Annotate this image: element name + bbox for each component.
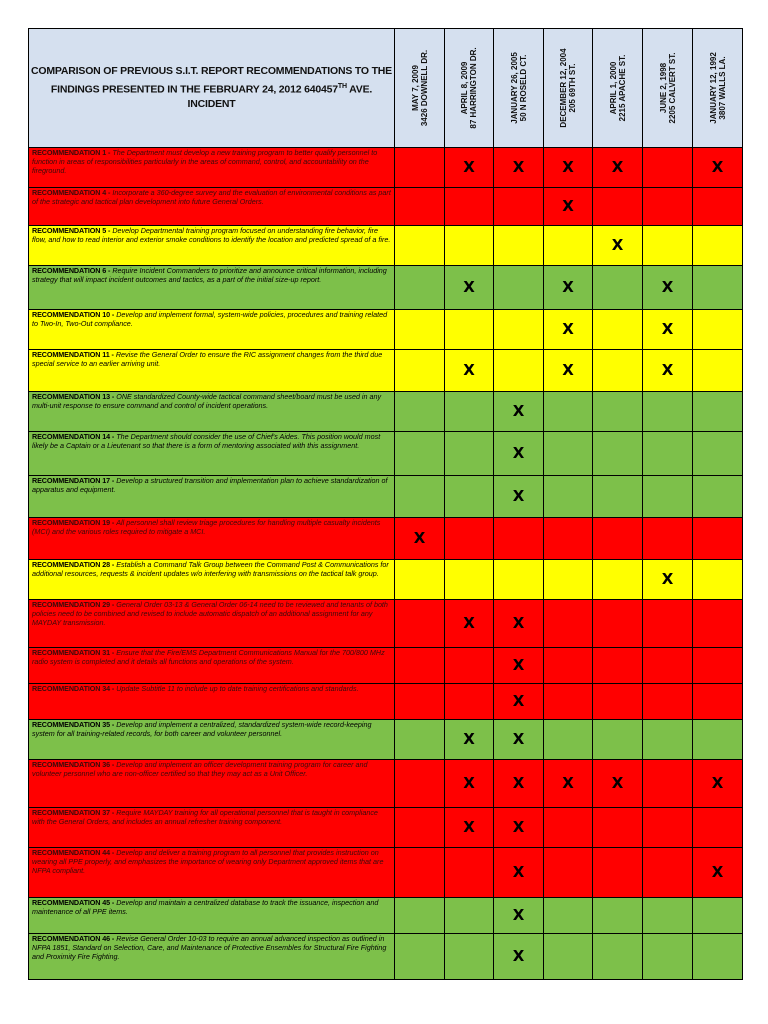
incident-cell-2 [445,148,494,188]
incident-cell-2 [445,266,494,310]
recommendation-number: RECOMMENDATION 5 - [32,226,111,235]
incident-cell-7 [693,808,743,848]
incident-cell-3 [494,760,544,808]
incident-cell-7 [693,226,743,266]
incident-cell-1 [395,518,445,560]
recommendation-number: RECOMMENDATION 14 - [32,432,115,441]
table-row [29,476,743,518]
incident-cell-1 [395,310,445,350]
title-line-2 [29,79,394,113]
x-mark: X [661,361,674,379]
incident-cell-5 [593,760,643,808]
incident-cell-2 [445,848,494,898]
incident-cell-2 [445,600,494,648]
incident-cell-2 [445,188,494,226]
incident-cell-3 [494,188,544,226]
incident-label [609,55,627,122]
incident-cell-2 [445,808,494,848]
incident-cell-2 [445,934,494,980]
incident-cell-7 [693,266,743,310]
incident-cell-3 [494,648,544,684]
recommendation-cell [29,148,395,188]
incident-cell-5 [593,600,643,648]
recommendation-text: The Department must develop a new training program to better qualify personnel to function in areas of responsibilities particularly in the areas of command, control, and accountability on the fireground. [32,148,378,175]
x-mark: X [512,656,525,674]
recommendation-cell [29,392,395,432]
incident-cell-7 [693,148,743,188]
incident-cell-1 [395,476,445,518]
x-mark: X [711,863,724,881]
x-mark: X [512,730,525,748]
incident-cell-4 [544,188,593,226]
x-mark: X [512,158,525,176]
recommendation-cell [29,432,395,476]
incident-cell-1 [395,848,445,898]
recommendation-number: RECOMMENDATION 29 - [32,600,115,609]
incident-address: 87 HARRINGTON DR. [469,47,478,129]
recommendation-text: Develop and implement a centralized, standardized system-wide record-keeping system for all training-related records, for both career and volunteer personnel. [32,720,372,738]
incident-label [460,47,478,128]
incident-cell-7 [693,518,743,560]
table-row [29,808,743,848]
incident-cell-7 [693,720,743,760]
incident-cell-1 [395,226,445,266]
incident-cell-1 [395,560,445,600]
table-row [29,432,743,476]
incident-cell-5 [593,350,643,392]
incident-cell-5 [593,310,643,350]
x-mark: X [463,774,475,792]
recommendation-cell [29,188,395,226]
incident-cell-6 [643,848,693,898]
x-mark: X [463,278,475,296]
table-row [29,898,743,934]
incident-cell-2 [445,720,494,760]
incident-cell-4 [544,898,593,934]
incident-cell-6 [643,684,693,720]
recommendation-number: RECOMMENDATION 44 - [32,848,115,857]
incident-cell-4 [544,600,593,648]
incident-cell-7 [693,600,743,648]
table-row [29,760,743,808]
x-mark: X [711,158,724,176]
incident-cell-4 [544,648,593,684]
incident-cell-4 [544,476,593,518]
x-mark: X [512,906,525,924]
x-mark: X [611,236,624,254]
incident-cell-1 [395,760,445,808]
incident-date: JANUARY 12, 1992 [708,52,718,124]
incident-cell-3 [494,518,544,560]
incident-cell-2 [445,226,494,266]
incident-cell-1 [395,392,445,432]
x-mark: X [512,947,525,965]
incident-cell-4 [544,760,593,808]
table-row [29,648,743,684]
table-row [29,188,743,226]
incident-cell-4 [544,720,593,760]
incident-header-2 [445,29,494,148]
incident-cell-5 [593,560,643,600]
incident-cell-2 [445,760,494,808]
recommendation-cell [29,760,395,808]
incident-cell-3 [494,600,544,648]
x-mark: X [413,529,426,547]
recommendation-text: Develop and maintain a centralized database to track the issuance, inspection and maintenance of all PPE items. [32,898,379,916]
incident-cell-7 [693,934,743,980]
table-row [29,518,743,560]
incident-cell-7 [693,648,743,684]
table-row [29,266,743,310]
x-mark: X [463,361,475,379]
incident-address: 3426 DOWNELL DR. [419,49,429,127]
x-mark: X [512,487,525,505]
recommendation-text: The Department should consider the use of Chief's Aides. This position would most likely be a Captain or a Lieutenant so that there is a form of mentoring associated with this assignment. [32,432,381,450]
recommendation-number: RECOMMENDATION 31 - [32,648,115,657]
incident-cell-6 [643,648,693,684]
incident-cell-5 [593,898,643,934]
recommendation-text: Develop and deliver a training program to all personnel that provides instruction on wearing all PPE properly, and emphasizes the importance of wearing only Department approved items that are NFPA compliant. [32,848,384,875]
incident-cell-3 [494,560,544,600]
incident-cell-5 [593,518,643,560]
incident-date: MAY 7, 2009 [410,65,420,111]
incident-header-1 [395,29,445,148]
incident-label [709,52,727,124]
x-mark: X [562,774,574,792]
recommendation-text: Revise General Order 10-03 to require an annual advanced inspection as outlined in NFPA 1851, Standard on Selection, Care, and Maintenance of Protective Ensembles for Structural Fire Fighting and Proximity Fire Fighting. [32,934,387,961]
title-line-2-pre: FINDINGS PRESENTED IN THE FEBRUARY 24, 2012 640457 [50,83,338,96]
x-mark: X [463,614,475,632]
table-title [29,29,395,148]
recommendation-cell [29,648,395,684]
incident-cell-3 [494,266,544,310]
incident-cell-3 [494,226,544,266]
recommendation-number: RECOMMENDATION 28 - [32,560,115,569]
incident-cell-7 [693,560,743,600]
incident-cell-3 [494,848,544,898]
incident-header-7 [693,29,743,148]
recommendation-cell [29,934,395,980]
table-row [29,350,743,392]
incident-cell-5 [593,266,643,310]
incident-cell-5 [593,226,643,266]
recommendation-number: RECOMMENDATION 10 - [32,310,115,319]
recommendation-text: Incorporate a 360-degree survey and the evaluation of environmental conditions as part of the strategic and tactical plan development into future General Orders. [32,188,391,206]
incident-cell-3 [494,898,544,934]
incident-cell-5 [593,848,643,898]
table-row [29,720,743,760]
x-mark: X [463,818,475,836]
recommendation-cell [29,518,395,560]
incident-cell-7 [693,392,743,432]
incident-date: APRIL 1, 2000 [608,61,618,115]
incident-address: 3807 WALLS LA. [717,56,727,120]
table-row [29,684,743,720]
incident-cell-6 [643,720,693,760]
table-row [29,934,743,980]
incident-cell-1 [395,600,445,648]
incident-cell-4 [544,848,593,898]
x-mark: X [512,863,525,881]
incident-cell-2 [445,518,494,560]
recommendation-text: ONE standardized County-wide tactical command sheet/board must be used in any multi-unit response to ensure command and control of incident operations. [32,392,382,410]
incident-cell-4 [544,934,593,980]
title-line-1: COMPARISON OF PREVIOUS S.I.T. REPORT RECOMMENDATIONS TO THE [31,64,392,77]
incident-cell-4 [544,266,593,310]
incident-cell-3 [494,808,544,848]
incident-cell-2 [445,310,494,350]
incident-cell-5 [593,188,643,226]
incident-cell-2 [445,898,494,934]
x-mark: X [611,774,624,792]
incident-cell-7 [693,684,743,720]
incident-cell-2 [445,432,494,476]
incident-cell-3 [494,392,544,432]
incident-cell-5 [593,392,643,432]
incident-cell-5 [593,934,643,980]
incident-cell-4 [544,518,593,560]
x-mark: X [562,361,574,379]
incident-cell-3 [494,148,544,188]
incident-cell-6 [643,266,693,310]
incident-cell-1 [395,432,445,476]
incident-cell-7 [693,432,743,476]
recommendation-cell [29,310,395,350]
incident-date: DECEMBER 12, 2004 [559,48,568,128]
recommendation-cell [29,476,395,518]
x-mark: X [711,774,724,792]
incident-cell-6 [643,600,693,648]
incident-cell-4 [544,310,593,350]
recommendation-cell [29,266,395,310]
incident-cell-5 [593,720,643,760]
x-mark: X [512,402,525,420]
incident-cell-5 [593,648,643,684]
incident-cell-3 [494,350,544,392]
incident-cell-6 [643,560,693,600]
incident-cell-7 [693,760,743,808]
recommendation-text: General Order 03-13 & General Order 06-14 need to be reviewed and tenants of both policies need to be combined and revised to include automatic dispatch of an additional assignment for any MAYDAY transmission. [32,600,388,627]
recommendation-number: RECOMMENDATION 4 - [32,188,111,197]
incident-cell-3 [494,720,544,760]
incident-cell-3 [494,432,544,476]
title-line-2-post: AVE. INCIDENT [187,83,373,111]
incident-cell-1 [395,266,445,310]
incident-cell-6 [643,432,693,476]
incident-cell-4 [544,148,593,188]
x-mark: X [562,158,574,176]
incident-date: APRIL 8, 2009 [460,61,469,115]
incident-header-3 [494,29,544,148]
incident-cell-1 [395,148,445,188]
incident-cell-6 [643,518,693,560]
incident-cell-6 [643,226,693,266]
incident-cell-6 [643,476,693,518]
x-mark: X [611,158,624,176]
incident-cell-2 [445,648,494,684]
incident-address: 205 69TH ST. [568,63,577,113]
recommendation-text: Require MAYDAY training for all operational personnel that is taught in compliance with the General Orders, and includes an annual refresher training component. [32,808,378,826]
incident-address: 2205 CALVERT ST. [667,52,677,124]
incident-cell-3 [494,934,544,980]
incident-cell-2 [445,350,494,392]
incident-cell-4 [544,684,593,720]
incident-cell-5 [593,432,643,476]
incident-cell-5 [593,808,643,848]
recommendation-number: RECOMMENDATION 11 - [32,350,114,359]
incident-cell-6 [643,898,693,934]
incident-header-5 [593,29,643,148]
incident-cell-2 [445,560,494,600]
incident-cell-6 [643,350,693,392]
incident-cell-5 [593,684,643,720]
incident-cell-1 [395,684,445,720]
recommendation-number: RECOMMENDATION 46 - [32,934,115,943]
recommendation-cell [29,720,395,760]
header-row [29,29,743,148]
recommendation-cell [29,898,395,934]
incident-date: JANUARY 26, 2005 [509,52,519,124]
x-mark: X [661,278,674,296]
incident-address: 2215 APACHE ST. [617,54,627,122]
recommendation-cell [29,848,395,898]
recommendation-number: RECOMMENDATION 17 - [32,476,115,485]
x-mark: X [562,197,574,215]
recommendation-number: RECOMMENDATION 13 - [32,392,115,401]
recommendation-text: Revise the General Order to ensure the RIC assignment changes from the third due special service to an earlier arriving unit. [32,350,383,368]
recommendation-number: RECOMMENDATION 19 - [32,518,115,527]
table-row [29,148,743,188]
recommendation-cell [29,226,395,266]
recommendation-text: Ensure that the Fire/EMS Department Communications Manual for the 700/800 MHz radio system is completed and it details all functions and operations of the system. [32,648,385,666]
incident-cell-3 [494,476,544,518]
incident-cell-6 [643,808,693,848]
incident-cell-4 [544,226,593,266]
incident-cell-7 [693,476,743,518]
incident-cell-2 [445,476,494,518]
recommendation-number: RECOMMENDATION 34 - [32,684,115,693]
incident-cell-6 [643,188,693,226]
recommendation-text: Develop a structured transition and implementation plan to achieve standardization of apparatus and equipment. [32,476,388,494]
incident-cell-3 [494,684,544,720]
incident-cell-6 [643,392,693,432]
recommendation-rows [29,148,743,980]
incident-cell-7 [693,310,743,350]
incident-cell-4 [544,808,593,848]
recommendation-cell [29,684,395,720]
incident-cell-7 [693,848,743,898]
x-mark: X [512,444,525,462]
incident-date: JUNE 2, 1998 [658,62,668,114]
recommendation-number: RECOMMENDATION 45 - [32,898,115,907]
x-mark: X [512,614,525,632]
recommendation-text: All personnel shall review triage procedures for handling multiple casualty incidents (MCI) and the various roles required to mitigate a MCI. [32,518,381,536]
recommendation-text: Update Subtitle 11 to include up to date training certifications and standards. [116,684,359,693]
recommendation-text: Develop and implement an officer development training program for career and volunteer personnel who are non-officer certified so that they may act as a Unit Officer. [32,760,368,778]
recommendation-number: RECOMMENDATION 1 - [32,148,111,157]
incident-cell-7 [693,350,743,392]
recommendation-text: Develop Departmental training program focused on understanding fire behavior, fire flow, and how to read interior and exterior smoke conditions to identify the location and predicted spread of a fire. [32,226,391,244]
x-mark: X [512,774,525,792]
table-row [29,392,743,432]
incident-cell-2 [445,684,494,720]
x-mark: X [661,570,674,588]
incident-cell-4 [544,432,593,476]
incident-cell-4 [544,350,593,392]
incident-cell-1 [395,648,445,684]
incident-cell-1 [395,808,445,848]
title-sup: TH [337,82,347,90]
recommendation-text: Require Incident Commanders to prioritize and announce critical information, including strategy that will impact incident outcomes and tactics, as a part of the initial size-up report. [32,266,387,284]
incident-cell-1 [395,350,445,392]
incident-cell-4 [544,560,593,600]
x-mark: X [463,158,475,176]
recommendation-cell [29,350,395,392]
incident-label [411,50,429,126]
incident-header-4 [544,29,593,148]
incident-cell-4 [544,392,593,432]
x-mark: X [512,692,525,710]
recommendation-number: RECOMMENDATION 36 - [32,760,115,769]
recommendation-number: RECOMMENDATION 37 - [32,808,115,817]
recommendation-cell [29,600,395,648]
table-row [29,226,743,266]
incident-cell-1 [395,934,445,980]
incident-cell-6 [643,148,693,188]
recommendation-number: RECOMMENDATION 6 - [32,266,111,275]
table-row [29,560,743,600]
incident-label [659,53,677,124]
x-mark: X [661,320,674,338]
incident-cell-5 [593,148,643,188]
incident-cell-5 [593,476,643,518]
incident-cell-6 [643,310,693,350]
recommendation-number: RECOMMENDATION 35 - [32,720,115,729]
x-mark: X [463,730,475,748]
incident-cell-7 [693,188,743,226]
comparison-table [28,28,743,980]
recommendation-text: Establish a Command Talk Group between the Command Post & Communications for additional resources, requests & incident updates w/o interfering with transmissions on the tactical talk group. [32,560,389,578]
incident-address: 50 N ROSELD CT. [518,54,528,122]
incident-label [510,52,528,124]
incident-cell-7 [693,898,743,934]
incident-cell-6 [643,934,693,980]
table-row [29,848,743,898]
recommendation-cell [29,808,395,848]
x-mark: X [562,278,574,296]
recommendation-cell [29,560,395,600]
table-row [29,310,743,350]
x-mark: X [562,320,574,338]
x-mark: X [512,818,525,836]
incident-cell-3 [494,310,544,350]
incident-cell-1 [395,720,445,760]
incident-cell-1 [395,188,445,226]
incident-cell-2 [445,392,494,432]
recommendation-text: Develop and implement formal, system-wide policies, procedures and training related to Two-In, Two-Out compliance. [32,310,388,328]
table-row [29,600,743,648]
incident-header-6 [643,29,693,148]
incident-label [559,48,577,127]
incident-cell-1 [395,898,445,934]
incident-cell-6 [643,760,693,808]
